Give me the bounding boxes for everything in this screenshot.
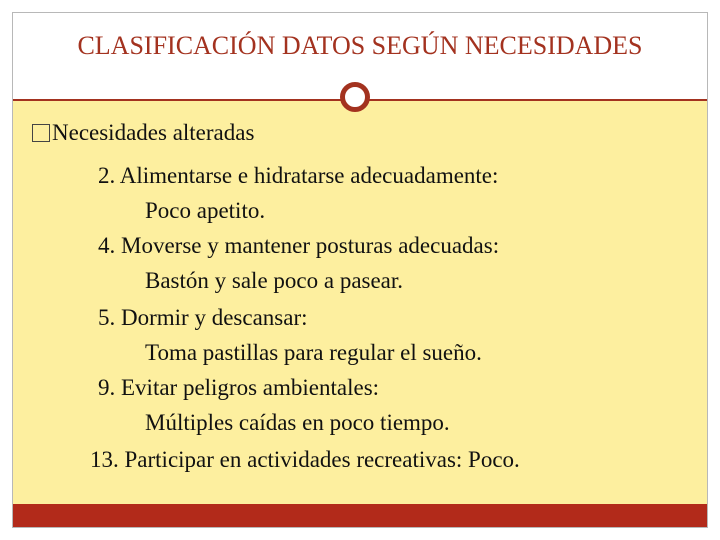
list-item — [90, 445, 520, 475]
bullet-icon — [32, 124, 50, 142]
list-item-detail — [145, 266, 403, 296]
item-label: 13. Participar en actividades recreativas: Poco. — [90, 447, 520, 472]
section-heading: Necesidades alteradas — [52, 120, 255, 145]
ring-ornament — [340, 82, 370, 112]
item-detail: Poco apetito. — [145, 198, 266, 223]
item-label: 9. Evitar peligros ambientales: — [98, 375, 380, 400]
heading-line — [32, 118, 254, 148]
list-item — [98, 231, 499, 261]
item-label: 2. Alimentarse e hidratarse adecuadamente: — [98, 163, 499, 188]
item-detail: Bastón y sale poco a pasear. — [145, 268, 404, 293]
list-item-detail — [145, 408, 450, 438]
list-item — [98, 303, 308, 333]
list-item — [98, 161, 498, 191]
item-detail: Múltiples caídas en poco tiempo. — [145, 410, 450, 435]
list-item — [98, 373, 379, 403]
list-item-detail — [145, 338, 482, 368]
item-label: 4. Moverse y mantener posturas adecuadas: — [98, 233, 500, 258]
item-label: 5. Dormir y descansar: — [98, 305, 308, 330]
footer-bar — [13, 504, 707, 527]
item-detail: Toma pastillas para regular el sueño. — [145, 340, 482, 365]
slide-title: CLASIFICACIÓN DATOS SEGÚN NECESIDADES — [77, 31, 643, 60]
list-item-detail — [145, 196, 265, 226]
